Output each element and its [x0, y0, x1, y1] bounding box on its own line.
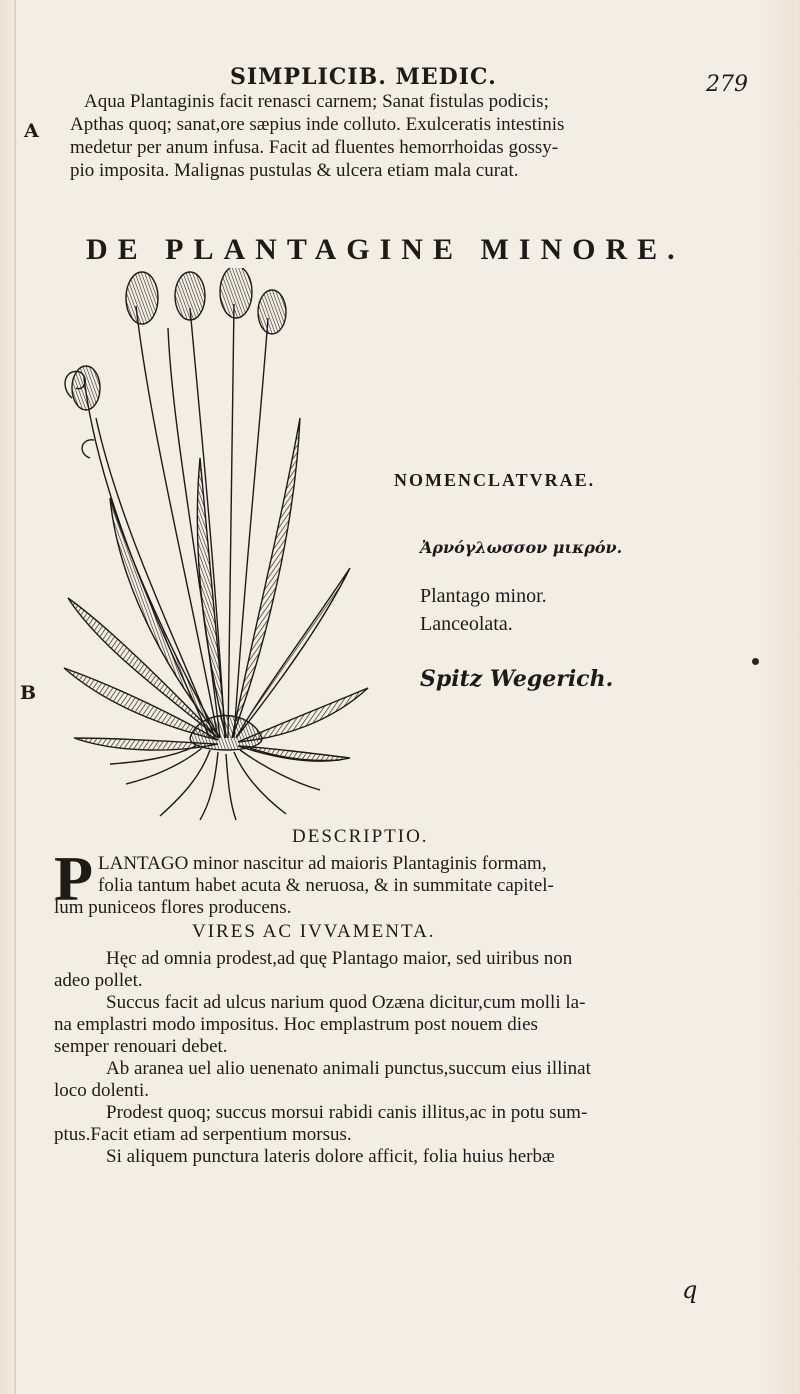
vires-line: Prodest quoq; succus morsui rabidi canis illitus,ac in potu sum-: [106, 1102, 588, 1123]
intro-line: Aqua Plantaginis facit renasci carnem; Sanat fistulas podicis;: [84, 91, 549, 112]
nomenclature-german-name: Spitz Wegerich.: [420, 666, 614, 692]
section-title: DE PLANTAGINE MINORE.: [86, 233, 685, 266]
vires-line: ptus.Facit etiam ad serpentium morsus.: [54, 1124, 352, 1145]
plantago-minor-woodcut-icon: [50, 268, 380, 824]
latin-name: Lanceolata.: [420, 613, 513, 635]
vires-line: Si aliquem punctura lateris dolore afficit, folia huius herbæ: [106, 1146, 555, 1167]
margin-letter-a: A: [24, 120, 39, 142]
vires-line: Ab aranea uel alio uenenato animali punctus,succum eius illinat: [106, 1058, 591, 1079]
plant-woodcut-illustration: [50, 268, 380, 824]
intro-paragraph: [70, 90, 764, 182]
intro-line: medetur per anum infusa. Facit ad fluentes hemorrhoidas gossy-: [70, 137, 559, 158]
intro-line: Apthas quoq; sanat,ore sæpius inde colluto. Exulceratis intestinis: [70, 114, 565, 135]
signature-mark: q: [682, 1276, 698, 1304]
vires-line: na emplastri modo impositus. Hoc emplastrum post nouem dies: [54, 1014, 538, 1035]
description-paragraph: [54, 853, 766, 919]
vires-line: semper renouari debet.: [54, 1036, 228, 1057]
drop-cap: P: [54, 843, 94, 914]
nomenclature-latin-names: [420, 582, 547, 638]
ink-spot: [752, 658, 759, 665]
nomenclature-greek-name: Ἀρνόγλωσσον μικρόν.: [420, 538, 623, 557]
description-line: lum puniceos flores producens.: [54, 897, 292, 918]
vires-line: Succus facit ad ulcus narium quod Ozæna dicitur,cum molli la-: [106, 992, 586, 1013]
page-gutter: [14, 0, 16, 1394]
running-head: SIMPLICIB. MEDIC.: [230, 64, 497, 90]
vires-line: adeo pollet.: [54, 970, 143, 991]
vires-title: VIRES AC IVVAMENTA.: [192, 921, 436, 942]
vires-line: Hęc ad omnia prodest,ad quę Plantago maior, sed uiribus non: [106, 948, 573, 969]
intro-line: pio imposita. Malignas pustulas & ulcera etiam mala curat.: [70, 160, 519, 181]
description-line: LANTAGO minor nascitur ad maioris Plantaginis formam,: [98, 853, 547, 874]
latin-name: Plantago minor.: [420, 585, 547, 607]
page-number: 279: [706, 72, 748, 97]
vires-paragraph: [54, 948, 766, 1168]
description-line: folia tantum habet acuta & neruosa, & in summitate capitel-: [98, 875, 554, 896]
margin-letter-b: B: [20, 682, 37, 704]
nomenclature-title: NOMENCLATVRAE.: [394, 470, 596, 490]
vires-line: loco dolenti.: [54, 1080, 149, 1101]
description-title: DESCRIPTIO.: [292, 826, 429, 847]
